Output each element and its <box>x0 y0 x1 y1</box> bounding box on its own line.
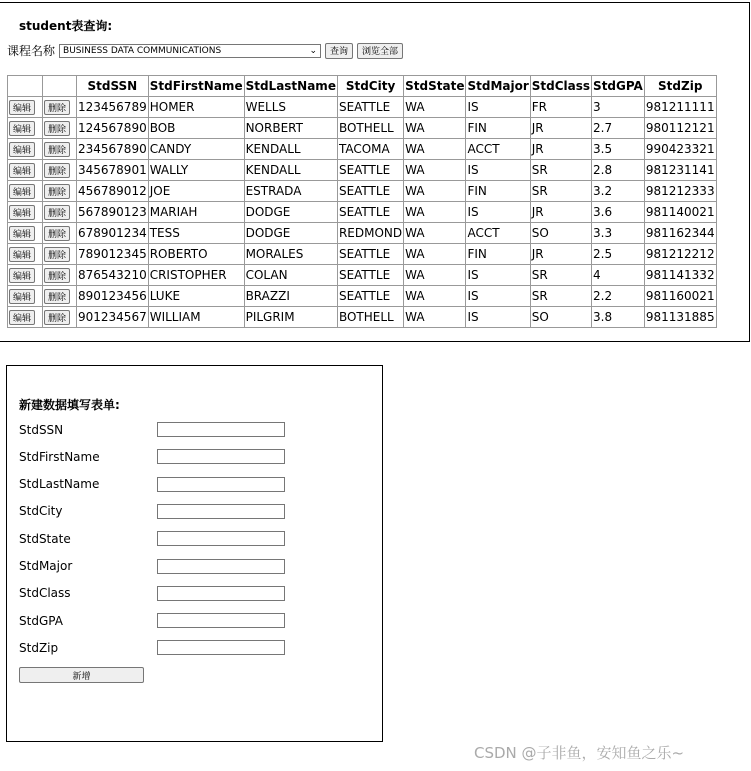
form-row <box>19 640 285 655</box>
table-row <box>8 223 717 244</box>
table-cell: IS <box>466 160 530 181</box>
field-input[interactable] <box>157 559 285 574</box>
table-cell: BRAZZI <box>244 286 337 307</box>
edit-cell <box>8 202 43 223</box>
table-cell: BOTHELL <box>337 118 403 139</box>
table-cell: 2.5 <box>592 244 645 265</box>
filter-bar <box>7 42 403 59</box>
edit-button[interactable]: 编辑 <box>9 142 35 157</box>
form-row <box>19 613 285 628</box>
table-cell: 4 <box>592 265 645 286</box>
table-cell: 981212333 <box>644 181 716 202</box>
table-header <box>8 76 717 97</box>
form-row <box>19 586 285 601</box>
form-title: 新建数据填写表单: <box>19 398 120 412</box>
field-label: StdFirstName <box>19 449 100 464</box>
edit-cell <box>8 139 43 160</box>
edit-button[interactable]: 编辑 <box>9 310 35 325</box>
table-cell: 981131885 <box>644 307 716 328</box>
field-label: StdGPA <box>19 613 63 628</box>
delete-button[interactable]: 删除 <box>44 205 70 220</box>
delete-button[interactable]: 删除 <box>44 142 70 157</box>
table-row <box>8 160 717 181</box>
field-input[interactable] <box>157 586 285 601</box>
edit-button[interactable]: 编辑 <box>9 205 35 220</box>
table-cell: FIN <box>466 118 530 139</box>
table-cell: WA <box>404 286 466 307</box>
table-cell: SEATTLE <box>337 244 403 265</box>
table-cell: 876543210 <box>77 265 149 286</box>
table-cell: WELLS <box>244 97 337 118</box>
delete-button[interactable]: 删除 <box>44 247 70 262</box>
table-cell: 3.3 <box>592 223 645 244</box>
form-row <box>19 531 285 546</box>
add-button[interactable]: 新增 <box>19 667 144 683</box>
table-row <box>8 244 717 265</box>
table-cell: 456789012 <box>77 181 149 202</box>
table-row <box>8 118 717 139</box>
table-cell: SR <box>530 181 591 202</box>
table-cell: SR <box>530 265 591 286</box>
table-cell: WILLIAM <box>148 307 244 328</box>
table-cell: COLAN <box>244 265 337 286</box>
table-cell: CRISTOPHER <box>148 265 244 286</box>
table-cell: WA <box>404 181 466 202</box>
edit-button[interactable]: 编辑 <box>9 121 35 136</box>
table-cell: 124567890 <box>77 118 149 139</box>
column-header: StdMajor <box>466 76 530 97</box>
delete-cell <box>43 265 77 286</box>
browse-all-button[interactable]: 浏览全部 <box>357 43 403 59</box>
table-cell: SO <box>530 307 591 328</box>
table-cell: 981140021 <box>644 202 716 223</box>
field-input[interactable] <box>157 640 285 655</box>
table-cell: IS <box>466 265 530 286</box>
table-cell: 981211111 <box>644 97 716 118</box>
edit-cell <box>8 223 43 244</box>
table-cell: JR <box>530 202 591 223</box>
delete-cell <box>43 139 77 160</box>
table-cell: 981160021 <box>644 286 716 307</box>
table-cell: 890123456 <box>77 286 149 307</box>
table-cell: JR <box>530 118 591 139</box>
delete-cell <box>43 160 77 181</box>
field-input[interactable] <box>157 422 285 437</box>
field-input[interactable] <box>157 531 285 546</box>
form-row <box>19 559 285 574</box>
edit-cell <box>8 244 43 265</box>
table-row <box>8 97 717 118</box>
table-cell: ACCT <box>466 139 530 160</box>
edit-button[interactable]: 编辑 <box>9 226 35 241</box>
column-header: StdState <box>404 76 466 97</box>
student-table <box>7 75 717 328</box>
table-row <box>8 181 717 202</box>
table-cell: JOE <box>148 181 244 202</box>
table-cell: IS <box>466 202 530 223</box>
table-cell: LUKE <box>148 286 244 307</box>
table-cell: 123456789 <box>77 97 149 118</box>
edit-button[interactable]: 编辑 <box>9 268 35 283</box>
query-button[interactable]: 查询 <box>325 43 353 59</box>
table-cell: WA <box>404 244 466 265</box>
table-cell: ROBERTO <box>148 244 244 265</box>
field-label: StdCity <box>19 504 63 519</box>
column-header: StdZip <box>644 76 716 97</box>
table-cell: SO <box>530 223 591 244</box>
header-blank <box>8 76 43 97</box>
table-cell: WA <box>404 118 466 139</box>
table-row <box>8 286 717 307</box>
table-cell: TESS <box>148 223 244 244</box>
field-label: StdClass <box>19 586 71 601</box>
table-cell: PILGRIM <box>244 307 337 328</box>
field-input[interactable] <box>157 449 285 464</box>
table-cell: SEATTLE <box>337 181 403 202</box>
delete-button[interactable]: 删除 <box>44 310 70 325</box>
column-header: StdSSN <box>77 76 149 97</box>
table-cell: 678901234 <box>77 223 149 244</box>
table-cell: WA <box>404 160 466 181</box>
table-cell: FR <box>530 97 591 118</box>
table-cell: IS <box>466 307 530 328</box>
field-label: StdMajor <box>19 559 73 573</box>
form-row <box>19 449 285 464</box>
delete-cell <box>43 181 77 202</box>
table-cell: FIN <box>466 244 530 265</box>
delete-cell <box>43 286 77 307</box>
edit-cell <box>8 181 43 202</box>
table-cell: DODGE <box>244 202 337 223</box>
table-row <box>8 265 717 286</box>
table-cell: TACOMA <box>337 139 403 160</box>
edit-cell <box>8 265 43 286</box>
table-cell: BOTHELL <box>337 307 403 328</box>
delete-cell <box>43 97 77 118</box>
table-cell: 980112121 <box>644 118 716 139</box>
delete-button[interactable]: 删除 <box>44 121 70 136</box>
edit-button[interactable]: 编辑 <box>9 289 35 304</box>
table-cell: DODGE <box>244 223 337 244</box>
edit-cell <box>8 97 43 118</box>
edit-button[interactable]: 编辑 <box>9 247 35 262</box>
table-cell: 3.5 <box>592 139 645 160</box>
column-header: StdGPA <box>592 76 645 97</box>
field-label: StdZip <box>19 640 59 655</box>
table-cell: BOB <box>148 118 244 139</box>
form-row <box>19 422 285 437</box>
column-header: StdClass <box>530 76 591 97</box>
table-cell: 567890123 <box>77 202 149 223</box>
table-cell: REDMOND <box>337 223 403 244</box>
table-cell: 2.2 <box>592 286 645 307</box>
table-cell: 990423321 <box>644 139 716 160</box>
field-input[interactable] <box>157 504 285 519</box>
course-select-value: BUSINESS DATA COMMUNICATIONS <box>63 45 222 56</box>
table-cell: IS <box>466 97 530 118</box>
table-cell: WA <box>404 97 466 118</box>
table-cell: 981212212 <box>644 244 716 265</box>
delete-button[interactable]: 删除 <box>44 100 70 115</box>
edit-cell <box>8 286 43 307</box>
table-cell: KENDALL <box>244 160 337 181</box>
table-cell: SEATTLE <box>337 160 403 181</box>
table-cell: 2.7 <box>592 118 645 139</box>
delete-button[interactable]: 删除 <box>44 163 70 178</box>
table-cell: NORBERT <box>244 118 337 139</box>
table-cell: WA <box>404 307 466 328</box>
table-cell: WA <box>404 223 466 244</box>
course-label: 课程名称 <box>7 44 56 58</box>
table-cell: CANDY <box>148 139 244 160</box>
delete-cell <box>43 118 77 139</box>
table-cell: ESTRADA <box>244 181 337 202</box>
table-cell: MORALES <box>244 244 337 265</box>
table-cell: SEATTLE <box>337 97 403 118</box>
query-title: student表查询: <box>19 19 113 33</box>
field-label: StdSSN <box>19 422 64 437</box>
table-cell: HOMER <box>148 97 244 118</box>
table-cell: ACCT <box>466 223 530 244</box>
delete-button[interactable]: 删除 <box>44 289 70 304</box>
table-cell: JR <box>530 244 591 265</box>
delete-button[interactable]: 删除 <box>44 226 70 241</box>
table-cell: 345678901 <box>77 160 149 181</box>
table-cell: 3.6 <box>592 202 645 223</box>
table-cell: SR <box>530 286 591 307</box>
table-cell: KENDALL <box>244 139 337 160</box>
edit-cell <box>8 307 43 328</box>
delete-cell <box>43 223 77 244</box>
table-cell: WALLY <box>148 160 244 181</box>
table-cell: FIN <box>466 181 530 202</box>
column-header: StdFirstName <box>148 76 244 97</box>
table-cell: 3.8 <box>592 307 645 328</box>
field-label: StdLastName <box>19 477 100 492</box>
form-row <box>19 477 285 492</box>
course-select[interactable] <box>59 44 321 58</box>
header-blank <box>43 76 77 97</box>
table-cell: 234567890 <box>77 139 149 160</box>
table-cell: 981141332 <box>644 265 716 286</box>
table-cell: 981231141 <box>644 160 716 181</box>
delete-button[interactable]: 删除 <box>44 184 70 199</box>
delete-cell <box>43 244 77 265</box>
table-cell: SEATTLE <box>337 286 403 307</box>
field-input[interactable] <box>157 477 285 492</box>
table-cell: 3.2 <box>592 181 645 202</box>
table-cell: IS <box>466 286 530 307</box>
table-cell: JR <box>530 139 591 160</box>
table-cell: SEATTLE <box>337 265 403 286</box>
table-cell: WA <box>404 265 466 286</box>
watermark: CSDN @子非鱼，安知鱼之乐~ <box>474 744 685 762</box>
table-cell: 789012345 <box>77 244 149 265</box>
delete-cell <box>43 202 77 223</box>
field-input[interactable] <box>157 613 285 628</box>
table-row <box>8 307 717 328</box>
table-row <box>8 139 717 160</box>
table-cell: WA <box>404 202 466 223</box>
field-label: StdState <box>19 531 71 546</box>
table-row <box>8 202 717 223</box>
column-header: StdLastName <box>244 76 337 97</box>
edit-button[interactable]: 编辑 <box>9 163 35 178</box>
table-cell: SEATTLE <box>337 202 403 223</box>
form-row <box>19 504 285 519</box>
delete-cell <box>43 307 77 328</box>
table-cell: MARIAH <box>148 202 244 223</box>
table-cell: SR <box>530 160 591 181</box>
edit-cell <box>8 118 43 139</box>
table-cell: 981162344 <box>644 223 716 244</box>
table-cell: WA <box>404 139 466 160</box>
edit-cell <box>8 160 43 181</box>
edit-button[interactable]: 编辑 <box>9 184 35 199</box>
delete-button[interactable]: 删除 <box>44 268 70 283</box>
chevron-down-icon: ⌄ <box>309 45 318 56</box>
edit-button[interactable]: 编辑 <box>9 100 35 115</box>
new-record-form <box>6 365 383 742</box>
table-cell: 3 <box>592 97 645 118</box>
table-cell: 901234567 <box>77 307 149 328</box>
column-header: StdCity <box>337 76 403 97</box>
table-cell: 2.8 <box>592 160 645 181</box>
